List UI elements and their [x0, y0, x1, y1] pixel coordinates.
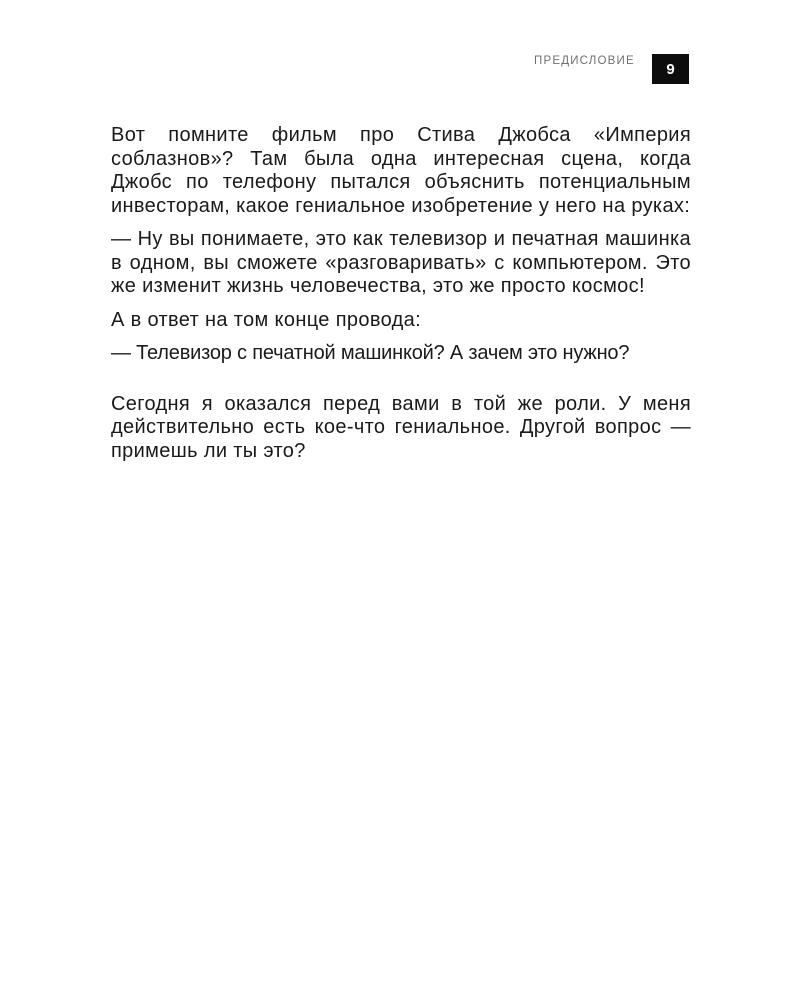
paragraph-quote-reply: — Телевизор с печатной машинкой? А зачем это нужно? — [111, 342, 630, 364]
running-head-title: ПРЕДИСЛОВИЕ — [534, 55, 635, 67]
paragraph-quote-jobs: — Ну вы понимаете, это как телевизор и печатная машинка в одном, вы сможете «разговаривать» с компьютером. Это же изменит жизнь человечества, это же просто космос! — [111, 228, 691, 297]
paragraph-intro: Вот помните фильм про Стива Джобса «Империя соблазнов»? Там была одна интересная сцена, когда Джобс по телефону пытался объяснить потенциальным инвесторам, какое гениальное изобретение у него на руках: — [111, 124, 691, 217]
page-number: 9 — [652, 54, 689, 84]
paragraph-reply-intro: А в ответ на том конце провода: — [111, 308, 422, 331]
body-text — [111, 124, 691, 473]
paragraph-conclusion: Сегодня я оказался перед вами в той же роли. У меня действительно есть кое-что гениальное. Другой вопрос — примешь ли ты это? — [111, 392, 691, 462]
